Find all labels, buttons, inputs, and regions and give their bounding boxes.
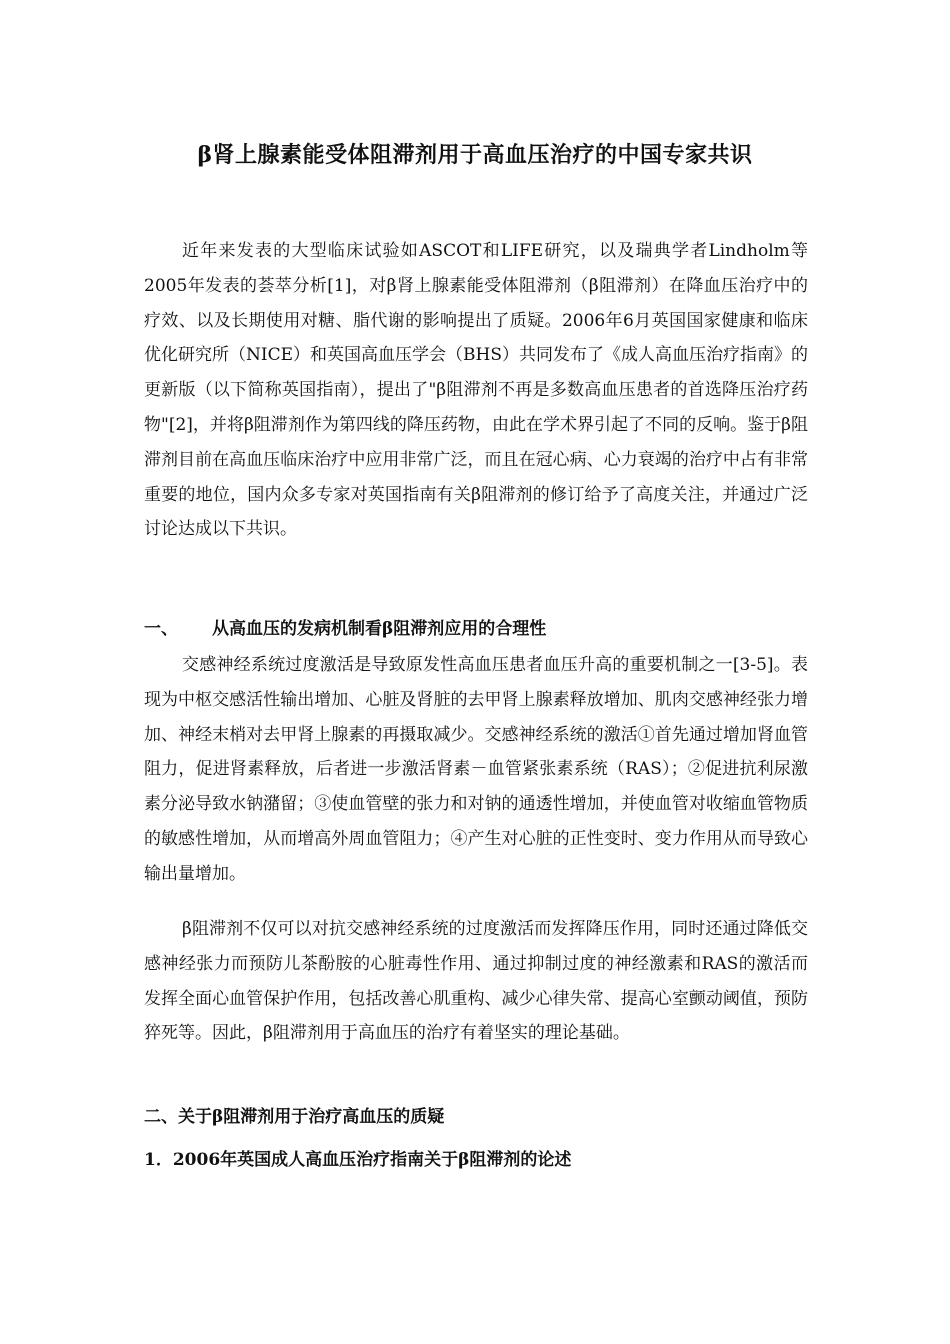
section-2-subheading: 1．2006年英国成人高血压治疗指南关于β阻滞剂的论述 [144,1150,572,1170]
section-1-heading [144,612,808,646]
section-1-paragraph-2: β阻滞剂不仅可以对抗交感神经系统的过度激活而发挥降压作用，同时还通过降低交感神经张力而预防儿茶酚胺的心脏毒性作用、通过抑制过度的神经激素和RAS的激活而发挥全面心血管保护作用，包括改善心肌重构、减少心律失常、提高心室颤动阈值，预防猝死等。因此，β阻滞剂用于高血压的治疗有着坚实的理论基础。 [144,919,808,1044]
section-1-paragraph-1: 交感神经系统过度激活是导致原发性高血压患者血压升高的重要机制之一[3-5]。表现为中枢交感活性输出增加、心脏及肾脏的去甲肾上腺素释放增加、肌肉交感神经张力增加、神经末梢对去甲肾上腺素的再摄取减少。交感神经系统的激活①首先通过增加肾血管阻力，促进肾素释放，后者进一步激活肾素－血管紧张素系统（RAS）；②促进抗利尿激素分泌导致水钠潴留；③使血管壁的张力和对钠的通透性增加，并使血管对收缩血管物质的敏感性增加，从而增高外周血管阻力；④产生对心脏的正性变时、变力作用从而导致心输出量增加。 [144,655,808,884]
document-title: β肾上腺素能受体阻滞剂用于高血压治疗的中国专家共识 [197,142,753,168]
section-2-heading: 二、关于β阻滞剂用于治疗高血压的质疑 [144,1107,445,1127]
section-1-number: 一、 [144,619,178,639]
intro-paragraph: 近年来发表的大型临床试验如ASCOT和LIFE研究，以及瑞典学者Lindholm等2005年发表的荟萃分析[1]，对β肾上腺素能受体阻滞剂（β阻滞剂）在降血压治疗中的疗效、以及长期使用对糖、脂代谢的影响提出了质疑。2006年6月英国国家健康和临床优化研究所（NICE）和英国高血压学会（BHS）共同发布了《成人高血压治疗指南》的更新版（以下简称英国指南），提出了"β阻滞剂不再是多数高血压患者的首选降压治疗药物"[2]，并将β阻滞剂作为第四线的降压药物，由此在学术界引起了不同的反响。鉴于β阻滞剂目前在高血压临床治疗中应用非常广泛，而且在冠心病、心力衰竭的治疗中占有非常重要的地位，国内众多专家对英国指南有关β阻滞剂的修订给予了高度关注，并通过广泛讨论达成以下共识。 [144,241,808,540]
section-1-heading-text: 从高血压的发病机制看β阻滞剂应用的合理性 [212,619,547,639]
